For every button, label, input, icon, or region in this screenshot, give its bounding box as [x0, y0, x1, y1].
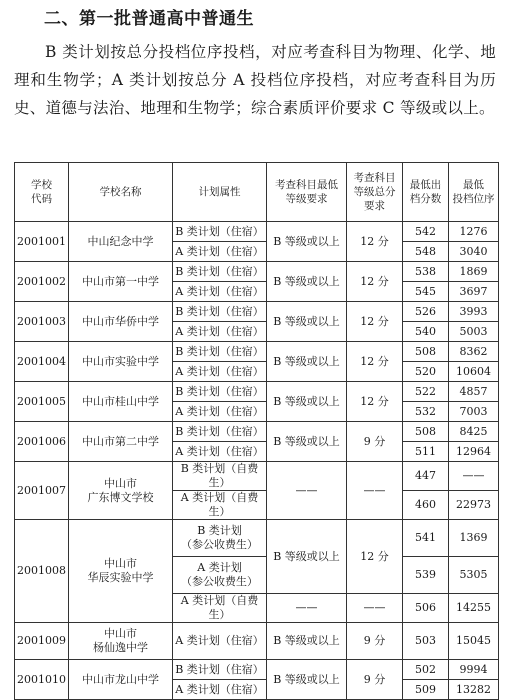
min-rank: 8362: [449, 342, 499, 362]
min-score: 503: [403, 623, 449, 660]
plan-type: B 类计划（住宿）: [173, 422, 267, 442]
min-grade: B 等级或以上: [267, 623, 347, 660]
min-score: 511: [403, 442, 449, 462]
min-rank: 5003: [449, 322, 499, 342]
min-rank: ——: [449, 462, 499, 491]
total-grade: 12 分: [347, 342, 403, 382]
school-code: 2001009: [15, 623, 69, 660]
plan-type: B 类计划（住宿）: [173, 302, 267, 322]
min-rank: 5305: [449, 557, 499, 594]
section-heading: 二、第一批普通高中普通生: [44, 9, 254, 29]
min-score: 522: [403, 382, 449, 402]
total-grade: 9 分: [347, 660, 403, 700]
header-min-score: 最低出 档分数: [403, 163, 449, 222]
school-name: 中山市第一中学: [69, 262, 173, 302]
min-grade: B 等级或以上: [267, 222, 347, 262]
school-code: 2001006: [15, 422, 69, 462]
school-name: 中山市第二中学: [69, 422, 173, 462]
table-row: [15, 660, 499, 680]
school-code: 2001002: [15, 262, 69, 302]
school-name: 中山市 杨仙逸中学: [69, 623, 173, 660]
min-grade: B 等级或以上: [267, 342, 347, 382]
min-grade: B 等级或以上: [267, 382, 347, 422]
min-rank: 4857: [449, 382, 499, 402]
min-score: 508: [403, 422, 449, 442]
min-score: 460: [403, 491, 449, 520]
min-score: 541: [403, 520, 449, 557]
table-row: [15, 520, 499, 557]
min-rank: 13282: [449, 680, 499, 700]
min-score: 520: [403, 362, 449, 382]
table-row: [15, 462, 499, 491]
school-code: 2001004: [15, 342, 69, 382]
min-rank: 10604: [449, 362, 499, 382]
header-min-rank: 最低 投档位序: [449, 163, 499, 222]
min-grade: B 等级或以上: [267, 520, 347, 594]
plan-type: B 类计划（住宿）: [173, 222, 267, 242]
min-rank: 22973: [449, 491, 499, 520]
table-row: [15, 302, 499, 322]
school-code: 2001005: [15, 382, 69, 422]
plan-type: A 类计划（住宿）: [173, 402, 267, 422]
header-subject-total: 考查科目 等级总分 要求: [347, 163, 403, 222]
min-score: 502: [403, 660, 449, 680]
min-score: 542: [403, 222, 449, 242]
total-grade: ——: [347, 462, 403, 520]
total-grade: 9 分: [347, 623, 403, 660]
plan-type: A 类计划（自费生）: [173, 491, 267, 520]
min-score: 548: [403, 242, 449, 262]
school-name: 中山市 广东博文学校: [69, 462, 173, 520]
table-row: [15, 382, 499, 402]
plan-type: A 类计划（住宿）: [173, 242, 267, 262]
table-row: [15, 222, 499, 242]
min-grade: ——: [267, 462, 347, 520]
table-row: [15, 422, 499, 442]
total-grade: 9 分: [347, 422, 403, 462]
school-code: 2001003: [15, 302, 69, 342]
min-rank: 1276: [449, 222, 499, 242]
school-name: 中山纪念中学: [69, 222, 173, 262]
total-grade: 12 分: [347, 222, 403, 262]
total-grade: 12 分: [347, 520, 403, 594]
min-rank: 3697: [449, 282, 499, 302]
table-row: [15, 262, 499, 282]
plan-type: A 类计划（住宿）: [173, 623, 267, 660]
min-grade: B 等级或以上: [267, 422, 347, 462]
plan-type: A 类计划（自费生）: [173, 594, 267, 623]
header-school-code: 学校 代码: [15, 163, 69, 222]
min-rank: 3993: [449, 302, 499, 322]
plan-type: A 类计划 （参公收费生）: [173, 557, 267, 594]
min-rank: 9994: [449, 660, 499, 680]
min-rank: 7003: [449, 402, 499, 422]
min-rank: 15045: [449, 623, 499, 660]
plan-type: A 类计划（住宿）: [173, 282, 267, 302]
total-grade: 12 分: [347, 302, 403, 342]
total-grade: 12 分: [347, 262, 403, 302]
school-code: 2001007: [15, 462, 69, 520]
school-name: 中山市 华辰实验中学: [69, 520, 173, 623]
plan-type: A 类计划（住宿）: [173, 442, 267, 462]
plan-type: B 类计划（住宿）: [173, 262, 267, 282]
min-grade: B 等级或以上: [267, 262, 347, 302]
min-rank: 1369: [449, 520, 499, 557]
min-rank: 1869: [449, 262, 499, 282]
school-code: 2001001: [15, 222, 69, 262]
min-grade: B 等级或以上: [267, 660, 347, 700]
min-rank: 14255: [449, 594, 499, 623]
table-header-row: [15, 163, 499, 222]
min-score: 538: [403, 262, 449, 282]
school-code: 2001010: [15, 660, 69, 700]
school-code: 2001008: [15, 520, 69, 623]
table-row: [15, 342, 499, 362]
school-name: 中山市桂山中学: [69, 382, 173, 422]
policy-paragraph: B 类计划按总分投档位序投档，对应考查科目为物理、化学、地理和生物学；A 类计划按总分 A 投档位序投档，对应考查科目为历史、道德与法治、地理和生物学；综合素质评价要求 C 等级或以上。: [14, 43, 496, 117]
plan-type: B 类计划（住宿）: [173, 660, 267, 680]
school-name: 中山市实验中学: [69, 342, 173, 382]
school-name: 中山市龙山中学: [69, 660, 173, 700]
total-grade: 12 分: [347, 382, 403, 422]
admission-table: [14, 162, 499, 700]
plan-type: A 类计划（住宿）: [173, 680, 267, 700]
min-rank: 8425: [449, 422, 499, 442]
min-score: 447: [403, 462, 449, 491]
header-subject-min-grade: 考查科目最低 等级要求: [267, 163, 347, 222]
min-rank: 12964: [449, 442, 499, 462]
min-grade: ——: [267, 594, 347, 623]
min-score: 526: [403, 302, 449, 322]
plan-type: B 类计划（住宿）: [173, 382, 267, 402]
min-score: 532: [403, 402, 449, 422]
min-rank: 3040: [449, 242, 499, 262]
min-score: 539: [403, 557, 449, 594]
header-plan-type: 计划属性: [173, 163, 267, 222]
plan-type: A 类计划（住宿）: [173, 362, 267, 382]
plan-type: B 类计划（自费生）: [173, 462, 267, 491]
min-score: 540: [403, 322, 449, 342]
min-score: 545: [403, 282, 449, 302]
plan-type: A 类计划（住宿）: [173, 322, 267, 342]
min-score: 506: [403, 594, 449, 623]
plan-type: B 类计划（住宿）: [173, 342, 267, 362]
school-name: 中山市华侨中学: [69, 302, 173, 342]
min-score: 508: [403, 342, 449, 362]
min-grade: B 等级或以上: [267, 302, 347, 342]
plan-type: B 类计划 （参公收费生）: [173, 520, 267, 557]
header-school-name: 学校名称: [69, 163, 173, 222]
total-grade: ——: [347, 594, 403, 623]
min-score: 509: [403, 680, 449, 700]
